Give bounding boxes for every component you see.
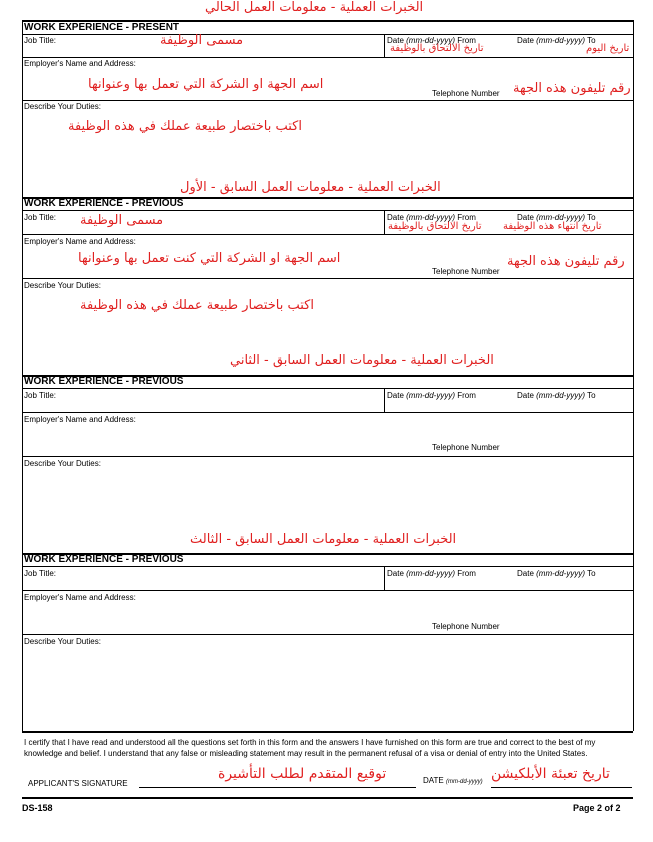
divider xyxy=(633,20,634,731)
ar-telephone: رقم تليفون هذه الجهة xyxy=(507,254,625,269)
ar-date-to: تاريخ انتهاء هذه الوظيفة xyxy=(503,221,602,232)
ar-telephone: رقم تليفون هذه الجهة xyxy=(513,81,631,96)
employer-label: Employer's Name and Address: xyxy=(24,237,136,246)
duties-label: Describe Your Duties: xyxy=(24,459,101,468)
job-title-field[interactable] xyxy=(22,211,384,234)
duties-label: Describe Your Duties: xyxy=(24,281,101,290)
job-title-field[interactable] xyxy=(22,567,384,590)
page-number: Page 2 of 2 xyxy=(573,803,621,813)
ar-date: تاريخ تعبئة الأبلكيشن xyxy=(491,766,610,782)
employer-label: Employer's Name and Address: xyxy=(24,415,136,424)
ar-job-title: مسمى الوظيفة xyxy=(80,213,164,228)
section-3-header: WORK EXPERIENCE - PREVIOUS xyxy=(24,376,184,387)
date-from-label: Date (mm-dd-yyyy) From xyxy=(387,391,476,400)
divider xyxy=(22,731,633,733)
section-1-arabic-heading: الخبرات العملية - معلومات العمل الحالي xyxy=(205,0,424,15)
date-from-label: Date (mm-dd-yyyy) From xyxy=(387,569,476,578)
divider xyxy=(22,20,23,731)
section-3-arabic-heading: الخبرات العملية - معلومات العمل السابق - الثاني xyxy=(230,353,494,368)
date-to-label: Date (mm-dd-yyyy) To xyxy=(517,213,596,222)
job-title-label: Job Title: xyxy=(24,36,57,45)
date-to-label: Date (mm-dd-yyyy) To xyxy=(517,391,596,400)
date-to-field[interactable] xyxy=(512,389,633,412)
date-from-field[interactable] xyxy=(385,567,510,590)
ar-date-to: تاريخ اليوم xyxy=(586,43,630,54)
date-to-label: Date (mm-dd-yyyy) To xyxy=(517,36,596,45)
duties-field[interactable] xyxy=(22,457,633,532)
job-title-label: Job Title: xyxy=(24,213,57,222)
signature-date-field[interactable] xyxy=(491,768,632,787)
ar-date-from: تاريخ الالتحاق بالوظيفة xyxy=(388,221,482,232)
section-2-header: WORK EXPERIENCE - PREVIOUS xyxy=(24,198,184,209)
telephone-label: Telephone Number xyxy=(432,443,500,452)
ar-job-title: مسمى الوظيفة xyxy=(160,33,244,48)
ar-duties: اكتب باختصار طبيعة عملك في هذه الوظيفة xyxy=(80,298,314,313)
telephone-label: Telephone Number xyxy=(432,267,500,276)
section-1-header: WORK EXPERIENCE - PRESENT xyxy=(24,22,180,33)
section-4-header: WORK EXPERIENCE - PREVIOUS xyxy=(24,554,184,565)
job-title-field[interactable] xyxy=(22,389,384,412)
employer-label: Employer's Name and Address: xyxy=(24,59,136,68)
ar-signature: توقيع المتقدم لطلب التأشيرة xyxy=(218,766,387,782)
duties-field[interactable] xyxy=(22,279,633,354)
employer-label: Employer's Name and Address: xyxy=(24,593,136,602)
certification-text: I certify that I have read and understood all the questions set forth in this form and the answers I have furnished on this form are true and correct to the best of my knowledge and belief. I understand that any false or misleading statement may result in the permanent refusal of a visa or denial of entry into the United States. xyxy=(24,738,596,758)
date-line xyxy=(491,787,632,788)
employer-field[interactable] xyxy=(22,413,633,456)
job-title-label: Job Title: xyxy=(24,569,57,578)
signature-field[interactable] xyxy=(139,768,416,787)
date-to-field[interactable] xyxy=(512,567,633,590)
telephone-label: Telephone Number xyxy=(432,89,500,98)
duties-field[interactable] xyxy=(22,635,633,730)
duties-field[interactable] xyxy=(22,101,633,176)
divider xyxy=(22,797,633,799)
ar-employer: اسم الجهة او الشركة التي كنت تعمل بها وعنوانها xyxy=(78,251,341,266)
signature-label: APPLICANT'S SIGNATURE xyxy=(28,779,128,788)
duties-label: Describe Your Duties: xyxy=(24,102,101,111)
date-from-label: Date (mm-dd-yyyy) From xyxy=(387,213,476,222)
date-from-field[interactable] xyxy=(385,389,510,412)
section-2-arabic-heading: الخبرات العملية - معلومات العمل السابق - الأول xyxy=(180,180,441,195)
date-from-label: Date (mm-dd-yyyy) From xyxy=(387,36,476,45)
ar-date-from: تاريخ الالتحاق بالوظيفة xyxy=(390,43,484,54)
telephone-label: Telephone Number xyxy=(432,622,500,631)
section-4-arabic-heading: الخبرات العملية - معلومات العمل السابق - الثالث xyxy=(190,532,457,547)
form-number: DS-158 xyxy=(22,803,53,813)
employer-field[interactable] xyxy=(22,591,633,634)
ar-duties: اكتب باختصار طبيعة عملك في هذه الوظيفة xyxy=(68,119,302,134)
date-to-label: Date (mm-dd-yyyy) To xyxy=(517,569,596,578)
job-title-label: Job Title: xyxy=(24,391,57,400)
signature-line xyxy=(139,787,416,788)
duties-label: Describe Your Duties: xyxy=(24,637,101,646)
ar-employer: اسم الجهة او الشركة التي تعمل بها وعنوانها xyxy=(88,77,324,92)
date-label: DATE (mm-dd-yyyy) xyxy=(423,776,483,785)
